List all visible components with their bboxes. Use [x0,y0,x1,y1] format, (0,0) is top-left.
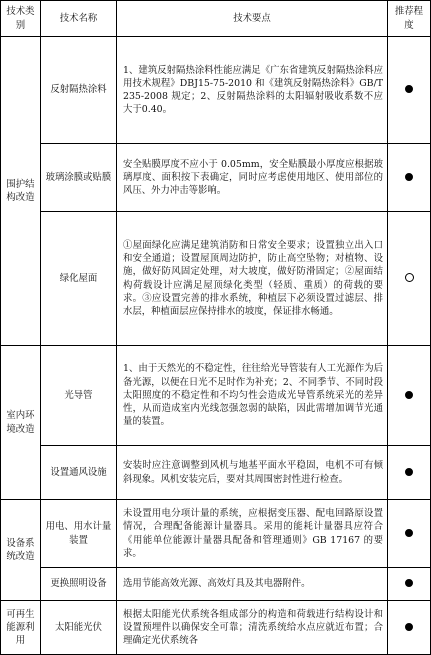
tech-requirements: 根据太阳能光伏系统各组成部分的构造和荷载进行结构设计和设置预埋件以确保安全可靠；清洗系统给水点应就近布置；合理确定光伏系统各 [117,601,388,655]
table-row [1,212,431,346]
tech-requirements: 安装时应注意调整到风机与地基平面水平稳固，电机不可有倾斜现象。风机安装完后，要对其周围密封性进行检查。 [117,446,388,500]
table-row [1,446,431,500]
filled-circle-icon [405,391,413,399]
category-indoor: 室内环境改造 [1,346,41,500]
recommendation-cell [388,212,431,346]
tech-name: 反射隔热涂料 [41,37,117,144]
table-row [1,568,431,601]
header-degree: 推荐程度 [388,1,431,37]
tech-name: 用电、用水计量装置 [41,500,117,568]
filled-circle-icon [405,623,413,631]
recommendation-cell [388,601,431,655]
recommendation-cell [388,446,431,500]
recommendation-cell [388,346,431,446]
recommendation-cell [388,144,431,212]
tech-requirements: 1、由于天然光的不稳定性，往往给光导管装有人工光源作为后备光源，以便在日光不足时作为补充；2、不同季节、不同时段太阳照度的不稳定性和不均匀性会造成光导管系统采光的差异性，从而造成室内光线忽强忽弱的缺陷，因此需增加调节光通量的装置。 [117,346,388,446]
table-header-row [1,1,431,37]
header-requirements: 技术要点 [117,1,388,37]
tech-name: 玻璃涂膜或贴膜 [41,144,117,212]
tech-requirements: 选用节能高效光源、高效灯具及其电器附件。 [117,568,388,601]
table-row [1,144,431,212]
recommendation-cell [388,568,431,601]
table-row [1,346,431,446]
tech-requirements: 1、建筑反射隔热涂料性能应满足《广东省建筑反射隔热涂料应用技术规程》DBJ15-75-2010 和《建筑反射隔热涂料》GB/T 235-2008 规定；2、反射隔热涂料的太阳辐射吸收系数不应大于0.40。 [117,37,388,144]
category-renewable: 可再生能源利用 [1,601,41,655]
tech-name: 更换照明设备 [41,568,117,601]
tech-name: 设置通风设施 [41,446,117,500]
tech-requirements: 未设置用电分项计量的系统，应根据变压器、配电回路原设置情况，合理配备能源计量器具。采用的能耗计量器具应符合《用能单位能源计量器具配备和管理通则》GB 17167 的要求。 [117,500,388,568]
filled-circle-icon [405,85,413,93]
tech-name: 绿化屋面 [41,212,117,346]
recommendation-cell [388,37,431,144]
tech-requirements: ①屋面绿化应满足建筑消防和日常安全要求；设置独立出入口和安全通道；设置屋顶周边防护，防止高空坠物；对植物、设施，做好防风固定处理，对大坡度，做好防滑固定；②屋面结构荷载设计应满足屋顶绿化类型（轻质、重质）的荷载的要求。③应设置完善的排水系统，种植层下必须设置过滤层、排水层，种植面层应保持排水的坡度，保证排水畅通。 [117,212,388,346]
header-category: 技术类别 [1,1,41,37]
tech-name: 太阳能光伏 [41,601,117,655]
filled-circle-icon [405,173,413,181]
tech-name: 光导管 [41,346,117,446]
tech-requirements: 安全贴膜厚度不应小于 0.05mm，安全贴膜最小厚度应根据玻璃厚度、面积按下表确定，同时应考虑使用地区、使用部位的风压、外力冲击等影响。 [117,144,388,212]
recommendation-cell [388,500,431,568]
hollow-circle-icon [405,273,414,282]
table-row [1,500,431,568]
table-row [1,37,431,144]
table-row [1,601,431,655]
header-name: 技术名称 [41,1,117,37]
filled-circle-icon [405,529,413,537]
filled-circle-icon [405,468,413,476]
category-envelope: 围护结构改造 [1,37,41,346]
category-equipment: 设备系统改造 [1,500,41,601]
filled-circle-icon [405,579,413,587]
